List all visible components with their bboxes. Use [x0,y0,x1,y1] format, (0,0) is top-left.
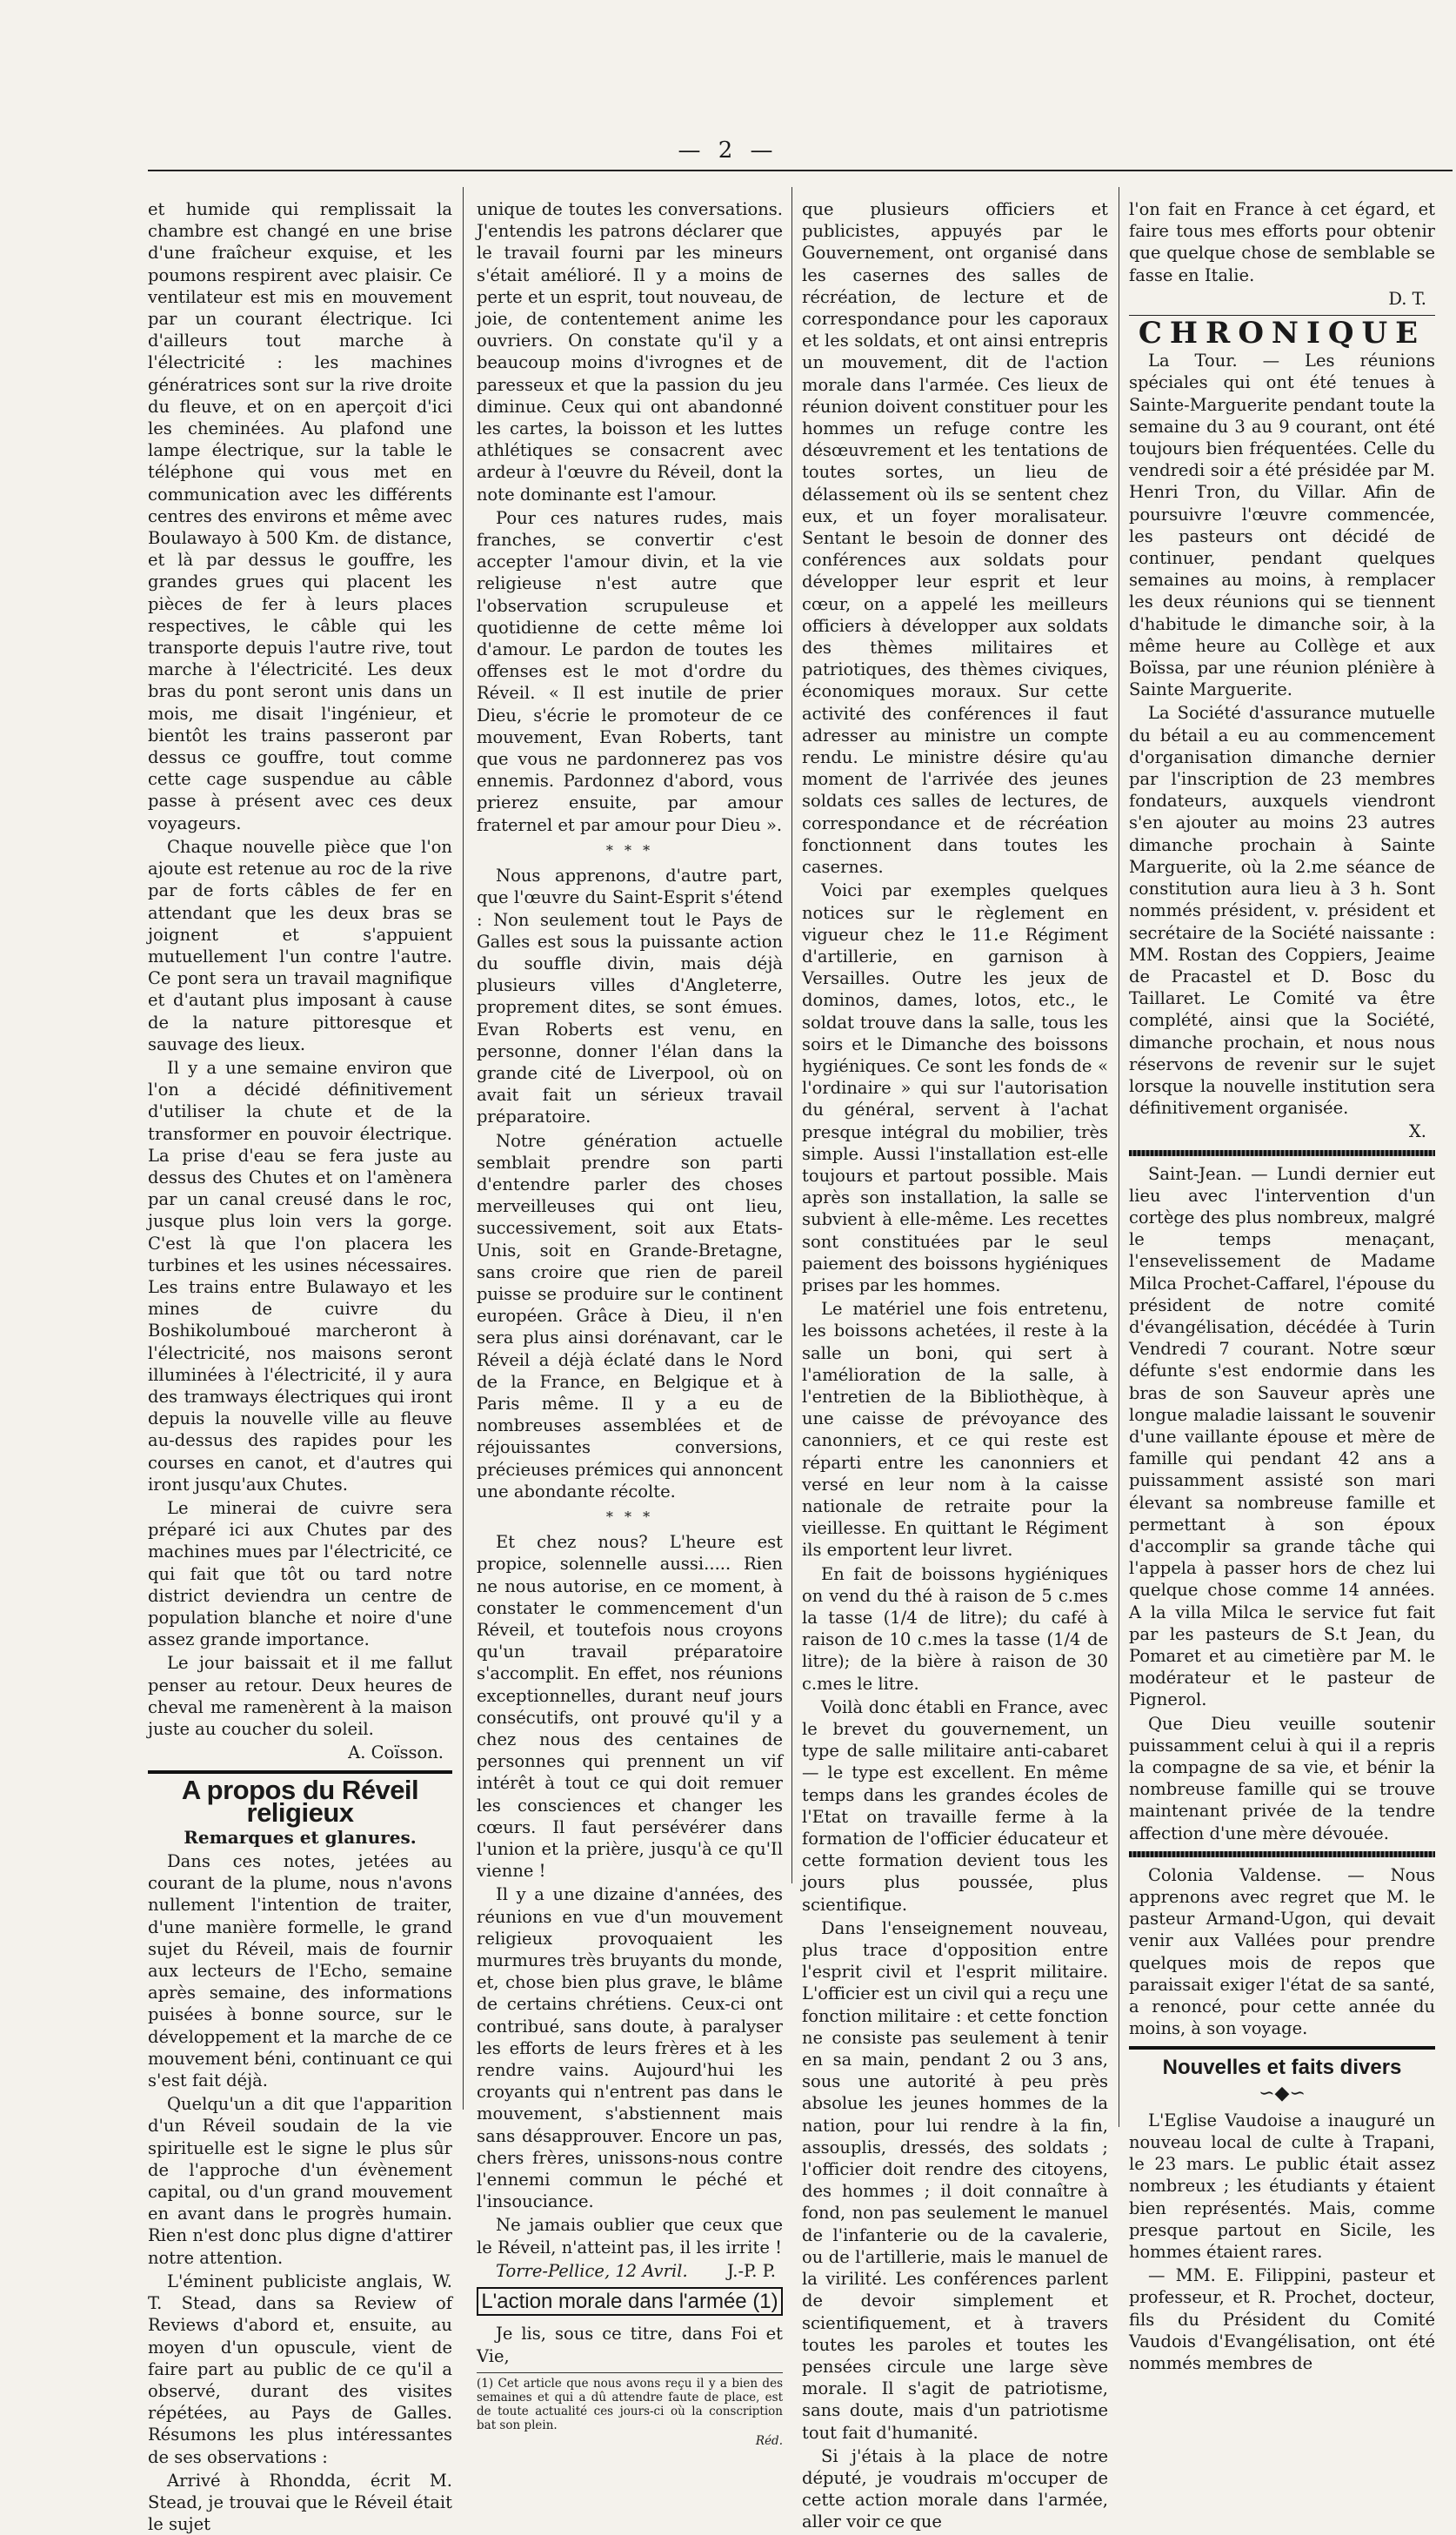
paragraph: Le matériel une fois entretenu, les boissons achetées, il reste à la salle un boni, qui sert à l'amélioration de la salle, à l'entretien de la Bibliothèque, à une caisse de prévoyance des canonniers, et ce qui reste est réparti entre les canonniers et versé en leur nom à la caisse nationale de retraite pour la vieillesse. En quittant le Régiment ils emportent leur livret. [802,1299,1108,1561]
signature: X. [1408,1121,1426,1142]
ornamental-rule [1129,1851,1435,1857]
paragraph: que plusieurs officiers et publicistes, appuyés par le Gouvernement, ont organisé dans les casernes des salles de récréation, de lecture et de correspondance pour les caporaux et les soldats, et ont ainsi entrepris un mouvement, dit de l'action morale dans l'armée. Ces lieux de réunion doivent constituer pour les hommes un refuge contre les désœuvrement et les tentations de toutes sortes, un lieu de délassement où ils se sentent chez eux, et un foyer moralisateur. Sentant le besoin de donner des conférences aux soldats pour développer leur esprit et leur cœur, on a appelé les meilleurs officiers à développer aux soldats des thèmes militaires et patriotiques, des thèmes civiques, économiques moraux. Sur cette activité des conférences il faut adresser au ministre un compte rendu. Le ministre désire qu'au moment de l'arrivée des jeunes soldats ces salles de lectures, de correspondance et de récréation fonctionnent dans toutes les casernes. [802,199,1108,878]
signature: A. Coïsson. [348,1742,444,1763]
footnote-text: (1) Cet article que nous avons reçu il y a bien des semaines et qui a dû attendre faute de place, est de toute actualité ces jours-ci où la conscription bat son plein. [477,2376,783,2432]
paragraph: La Tour. — Les réunions spéciales qui ont été tenues à Sainte-Marguerite pendant toute la semaine du 3 au 9 courant, ont été toujours bien fréquentées. Celle du vendredi soir a été présidée par M. Henri Tron, du Villar. Afin de poursuivre l'œuvre commencée, les pasteurs ont décidé de continuer, pendant quelques semaines au moins, à remplacer les deux réunions qui se tiennent d'habitude le dimanche soir, à la même heure au Collège et aux Boïssa, par une réunion plénière à Sainte Marguerite. [1129,351,1435,700]
paragraph: Saint-Jean. — Lundi dernier eut lieu avec l'intervention d'un cortège des plus nombreux, malgré le temps menaçant, l'ensevelissement de Madame Milca Prochet-Caffarel, l'épouse du président de notre comité d'évangélisation, décédée à Turin Vendredi 7 courant. Notre sœur défunte s'est endormie dans les bras de son Sauveur après une longue maladie laissant le souvenir d'une vaillante épouse et mère de famille qui pendant 42 ans a puissamment assisté son mari élevant sa nombreuse famille et permettant à son époux d'accomplir sa grande tâche qui l'appela à passer hors de chez lui quelque chose comme 14 années. A la villa Milca le service fut fait par les pasteurs de S.t Jean, du Pomaret et au cimetière par M. le modérateur et le pasteur de Pignerol. [1129,1163,1435,1710]
paragraph: Si j'étais à la place de notre député, je voudrais m'occuper de cette action morale dans l'armée, aller voir ce que [802,2445,1108,2532]
paragraph: Quelqu'un a dit que l'apparition d'un Réveil soudain de la vie spirituelle est le signe le plus sûr de l'approche d'un évènement capital, ou d'un grand mouvement en avant dans le progrès humain. Rien n'est donc plus digne d'attirer notre attention. [148,2094,452,2268]
signature: D. T. [1388,288,1426,309]
column-3 [802,198,1108,2532]
paragraph: Notre génération actuelle semblait prendre son parti d'entendre parler des choses merveilleuses qui ont lieu, successivement, soit aux Etats-Unis, soit en Grande-Bretagne, sans croire que rien de pareil puisse se produire sur le continent européen. Grâce à Dieu, il n'en sera plus ainsi dorénavant, car le Réveil a déjà éclaté dans le Nord de la France, en Belgique et à Paris même. Il y a eu de nombreuses assemblées et de réjouissantes conversions, précieuses prémices qui annoncent une abondante récolte. [477,1130,783,1502]
paragraph: Dans ces notes, jetées au courant de la plume, nous n'avons nullement l'intention de traiter, d'une manière formelle, le grand sujet du Réveil, mais de fournir aux lecteurs de l'Echo, semaine après semaine, des informations puisées à bonne source, sur le développement et la marche de ce mouvement béni, continuant ce qui s'est fait déjà. [148,1851,452,2091]
ornament-icon: ∽◆∽ [1259,2082,1306,2104]
paragraph: Voilà donc établi en France, avec le brevet du gouvernement, un type de salle militaire anti-cabaret — le type est excellent. En même temps dans les grandes écoles de l'Etat on travaille ferme à la formation de l'officier éducateur et cette formation devient tous les jours plus poussée, plus scientifique. [802,1696,1108,1915]
paragraph: Il y a une dizaine d'années, des réunions en vue d'un mouvement religieux provoquaient les murmures très bruyants du monde, et, chose bien plus grave, le blâme de certains chrétiens. Ceux-ci ont contribué, sans doute, à paralyser les efforts de leurs frères et à les rendre vains. Aujourd'hui les croyants qui n'entrent pas dans le mouvement, s'abstiennent mais sans désapprouver. Encore un pas, chers frères, unissons-nous contre l'ennemi commun le péché et l'insouciance. [477,1884,783,2212]
section-rule [148,1770,452,1774]
paragraph: En fait de boissons hygiéniques on vend du thé à raison de 5 c.mes la tasse (1/4 de litre); du café à raison de 10 c.mes la tasse (1/4 de litre); de la bière à raison de 30 c.mes le litre. [802,1563,1108,1694]
dateline: Torre-Pellice, 12 Avril. [496,2260,688,2281]
paragraph: L'Eglise Vaudoise a inauguré un nouveau local de culte à Trapani, le 23 mars. Le public était assez nombreux ; les étudiants y étaient bien représentés. Mais, comme presque partout en Sicile, les hommes étaient rares. [1129,2110,1435,2263]
paragraph: Arrivé à Rhondda, écrit M. Stead, je trouvai que le Réveil était le sujet [148,2470,452,2535]
paragraph: La Société d'assurance mutuelle du bétail a eu au commencement d'organisation dimanche dernier par l'inscription de 23 membres fondateurs, auxquels viendront s'en ajouter au moins 23 autres dimanche prochain à Sainte Marguerite, où la 2.me séance de constitution aura lieu à 3 h. Sont nommés président, v. président et secrétaire de la Société naissante : MM. Rostan des Coppiers, Jeaime de Pracastel et D. Bosc du Taillaret. Le Comité va être complété, ainsi que la Société, dimanche prochain, et nous nous réservons de revenir sur le sujet lorsque la nouvelle institution sera définitivement organisée. [1129,703,1435,1119]
dateline-row [477,2260,783,2282]
section-separator: * * * [605,841,654,859]
paragraph: Colonia Valdense. — Nous apprenons avec regret que M. le pasteur Armand-Ugon, qui devait venir aux Vallées pour prendre quelques mois de repos que paraissait exiger l'état de sa santé, a renoncé, pour cette année du moins, à son voyage. [1129,1864,1435,2039]
section-rule [1129,2046,1435,2050]
paragraph: Voici par exemples quelques notices sur le règlement en vigueur chez le 11.e Régiment d'artillerie, en garnison à Versailles. Outre les jeux de dominos, dames, lotos, etc., le soldat trouve dans la salle, tous les soirs et le Dimanche des boissons hygiéniques. Ce sont les fonds de « l'ordinaire » qui sur l'autorisation du général, servent à l'achat presque intégral du mobilier, très simple. Aussi l'installation est-elle toujours et partout possible. Mais après son installation, la salle se subvient à elle-même. Les recettes sont constituées par le seul paiement des boissons hygiéniques prises par les hommes. [802,880,1108,1295]
section-title: A propos du Réveil religieux [181,1775,419,1828]
paragraph: l'on fait en France à cet égard, et faire tous mes efforts pour obtenir que quelque chose de semblable se fasse en Italie. [1129,199,1435,285]
page-number: — 2 — [678,137,778,164]
column-divider [791,187,792,1883]
header-rule [148,170,1453,171]
paragraph: Je lis, sous ce titre, dans Foi et Vie, [477,2324,783,2366]
signature: J.-P. P. [726,2260,776,2281]
paragraph: Nous apprenons, d'autre part, que l'œuvre du Saint-Esprit s'étend : Non seulement tout le Pays de Galles est sous la puissante action du souffle divin, mais déjà plusieurs villes d'Angleterre, proprement dites, se sont émues. Evan Roberts est venu, en personne, donner l'élan dans la grande cité de Liverpool, où on avait fait un sérieux travail préparatoire. [477,866,783,1127]
footnote-signature: Réd. [755,2433,783,2448]
chronique-title: CHRONIQUE [1138,316,1426,351]
column-2 [477,198,783,2448]
news-section-title: Nouvelles et faits divers [1162,2056,1402,2080]
section-separator: * * * [605,1508,654,1525]
paragraph: Il y a une semaine environ que l'on a décidé définitivement d'utiliser la chute et de la transformer en pouvoir électrique. La prise d'eau se fera juste au dessus des Chutes et on l'amènera par un canal creusé dans le roc, jusque plus loin vers la gorge. C'est là que l'on placera les turbines et les usines nécessaires. Les trains entre Bulawayo et les mines de cuivre du Boshikolumboué marcheront à l'électricité, nos maisons seront illuminées à l'électricité, il y aura des tramways électriques qui iront depuis la nouvelle ville au fleuve au-dessus des rapides pour les courses en canot, et d'autres qui iront jusqu'aux Chutes. [148,1057,452,1495]
column-1 [148,198,452,2535]
article-title: L'action morale dans l'armée (1) [477,2287,783,2316]
paragraph: Dans l'enseignement nouveau, plus trace d'opposition entre l'esprit civil et l'esprit militaire. L'officier est un civil qui a reçu une fonction militaire : et cette fonction ne consiste pas seulement à tenir en sa main, pendant 2 ou 3 ans, sous une autorité à peu près absolue les jeunes hommes de la nation, pour lui rendre à la fin, assouplis, dressés, des soldats ; l'officier doit rendre des citoyens, des hommes ; il doit connaître à fond, non pas seulement le manuel de l'infanterie ou de la cavalerie, ou de l'artillerie, mais le manuel de la virilité. Les conférences parlent de devoir simplement et scientifiquement, et à travers toutes les paroles et toutes les pensées circule une large sève morale. Il s'agit de patriotisme, sans doute, mais d'un patriotisme tout fait d'humanité. [802,1917,1108,2443]
paragraph: Le jour baissait et il me fallut penser au retour. Deux heures de cheval me ramenèrent à la maison juste au coucher du soleil. [148,1653,452,1740]
paragraph: — MM. E. Filippini, pasteur et professeur, et R. Prochet, docteur, fils du Président du Comité Vaudois d'Evangélisation, ont été nommés membres de [1129,2265,1435,2374]
column-divider [463,187,464,2110]
paragraph: Ne jamais oublier que ceux que le Réveil, n'atteint pas, il les irrite ! [477,2215,783,2257]
footnote [477,2372,783,2448]
ornamental-rule [1129,1150,1435,1156]
section-subtitle: Remarques et glanures. [184,1826,417,1848]
paragraph: Chaque nouvelle pièce que l'on ajoute est retenue au roc de la rive par de forts câbles de fer en attendant que les deux bras se joignent et s'appuient mutuellement l'un contre l'autre. Ce pont sera un travail magnifique et d'autant plus imposant à cause de la nature pittoresque et sauvage des lieux. [148,836,452,1054]
paragraph: et humide qui remplissait la chambre est changé en une brise d'une fraîcheur exquise, et les poumons respirent avec plaisir. Ce ventilateur est mis en mouvement par un courant électrique. Ici d'ailleurs tout marche à l'électricité : les machines génératrices sont sur la rive droite du fleuve, et on en aperçoit d'ici les cheminées. Au plafond une lampe électrique, sur la table le téléphone qui vous met en communication avec les différents centres des environs et même avec Boulawayo à 500 Km. de distance, et là par dessus le gouffre, les grandes grues qui placent les pièces de fer à leurs places respectives, le câble qui les transporte depuis l'autre rive, tout marche à l'électricité. Les deux bras du pont seront unis dans un mois, me disait l'ingénieur, et bientôt les trains passeront par dessus ce gouffre, tout comme cette cage suspendue au câble passe à présent avec ces deux voyageurs. [148,199,452,833]
paragraph: L'éminent publiciste anglais, W. T. Stead, dans sa Review of Reviews d'abord et, ensuite, au moyen d'un opuscule, vient de faire part au public de ce qu'il a observé, durant des visites répétées, au Pays de Galles. Résumons les plus intéressantes de ses observations : [148,2271,452,2467]
paragraph: Que Dieu veuille soutenir puissamment celui à qui il a repris la compagne de sa vie, et bénir la nombreuse famille qui se trouve maintenant privée de la tendre affection d'une mère dévouée. [1129,1713,1435,1843]
column-4 [1129,198,1435,2374]
paragraph: Et chez nous? L'heure est propice, solennelle aussi..... Rien ne nous autorise, en ce moment, à constater le commencement d'un Réveil, et toutefois nous croyons qu'un travail préparatoire s'accomplit. En effet, nos réunions exceptionnelles, durant neuf jours consécutifs, ont prouvé qu'il y a chez nous des centaines de personnes qui prennent un vif intérêt à tout ce qui doit remuer les consciences et changer les cœurs. Il faut persévérer dans l'union et la prière, jusqu'à ce qu'Il vienne ! [477,1532,783,1882]
paragraph: Pour ces natures rudes, mais franches, se convertir c'est accepter l'amour divin, et la vie religieuse n'est autre que l'observation scrupuleuse et quotidienne de cette même loi d'amour. Le pardon de toutes les offenses est le mot d'ordre du Réveil. « Il est inutile de prier Dieu, s'écrie le promoteur de ce mouvement, Evan Roberts, tant que vous ne pardonnerez pas vos ennemis. Pardonnez d'abord, vous prierez ensuite, par amour fraternel et par amour pour Dieu ». [477,507,783,835]
paragraph: unique de toutes les conversations. J'entendis les patrons déclarer que le travail fourni par les mineurs s'était amélioré. Il y a moins de perte et un esprit, tout nouveau, de joie, de contentement anime les ouvriers. On constate qu'il y a beaucoup moins d'ivrognes et de paresseux et que la passion du jeu diminue. Ceux qui ont abandonné les cartes, la boisson et les luttes athlétiques se consacrent avec ardeur à l'œuvre du Réveil, dont la note dominante est l'amour. [477,199,783,505]
paragraph: Le minerai de cuivre sera préparé ici aux Chutes par des machines mues par l'électricité, ce qui fait que tôt ou tard notre district deviendra un centre de population blanche et noire d'une assez grande importance. [148,1497,452,1650]
